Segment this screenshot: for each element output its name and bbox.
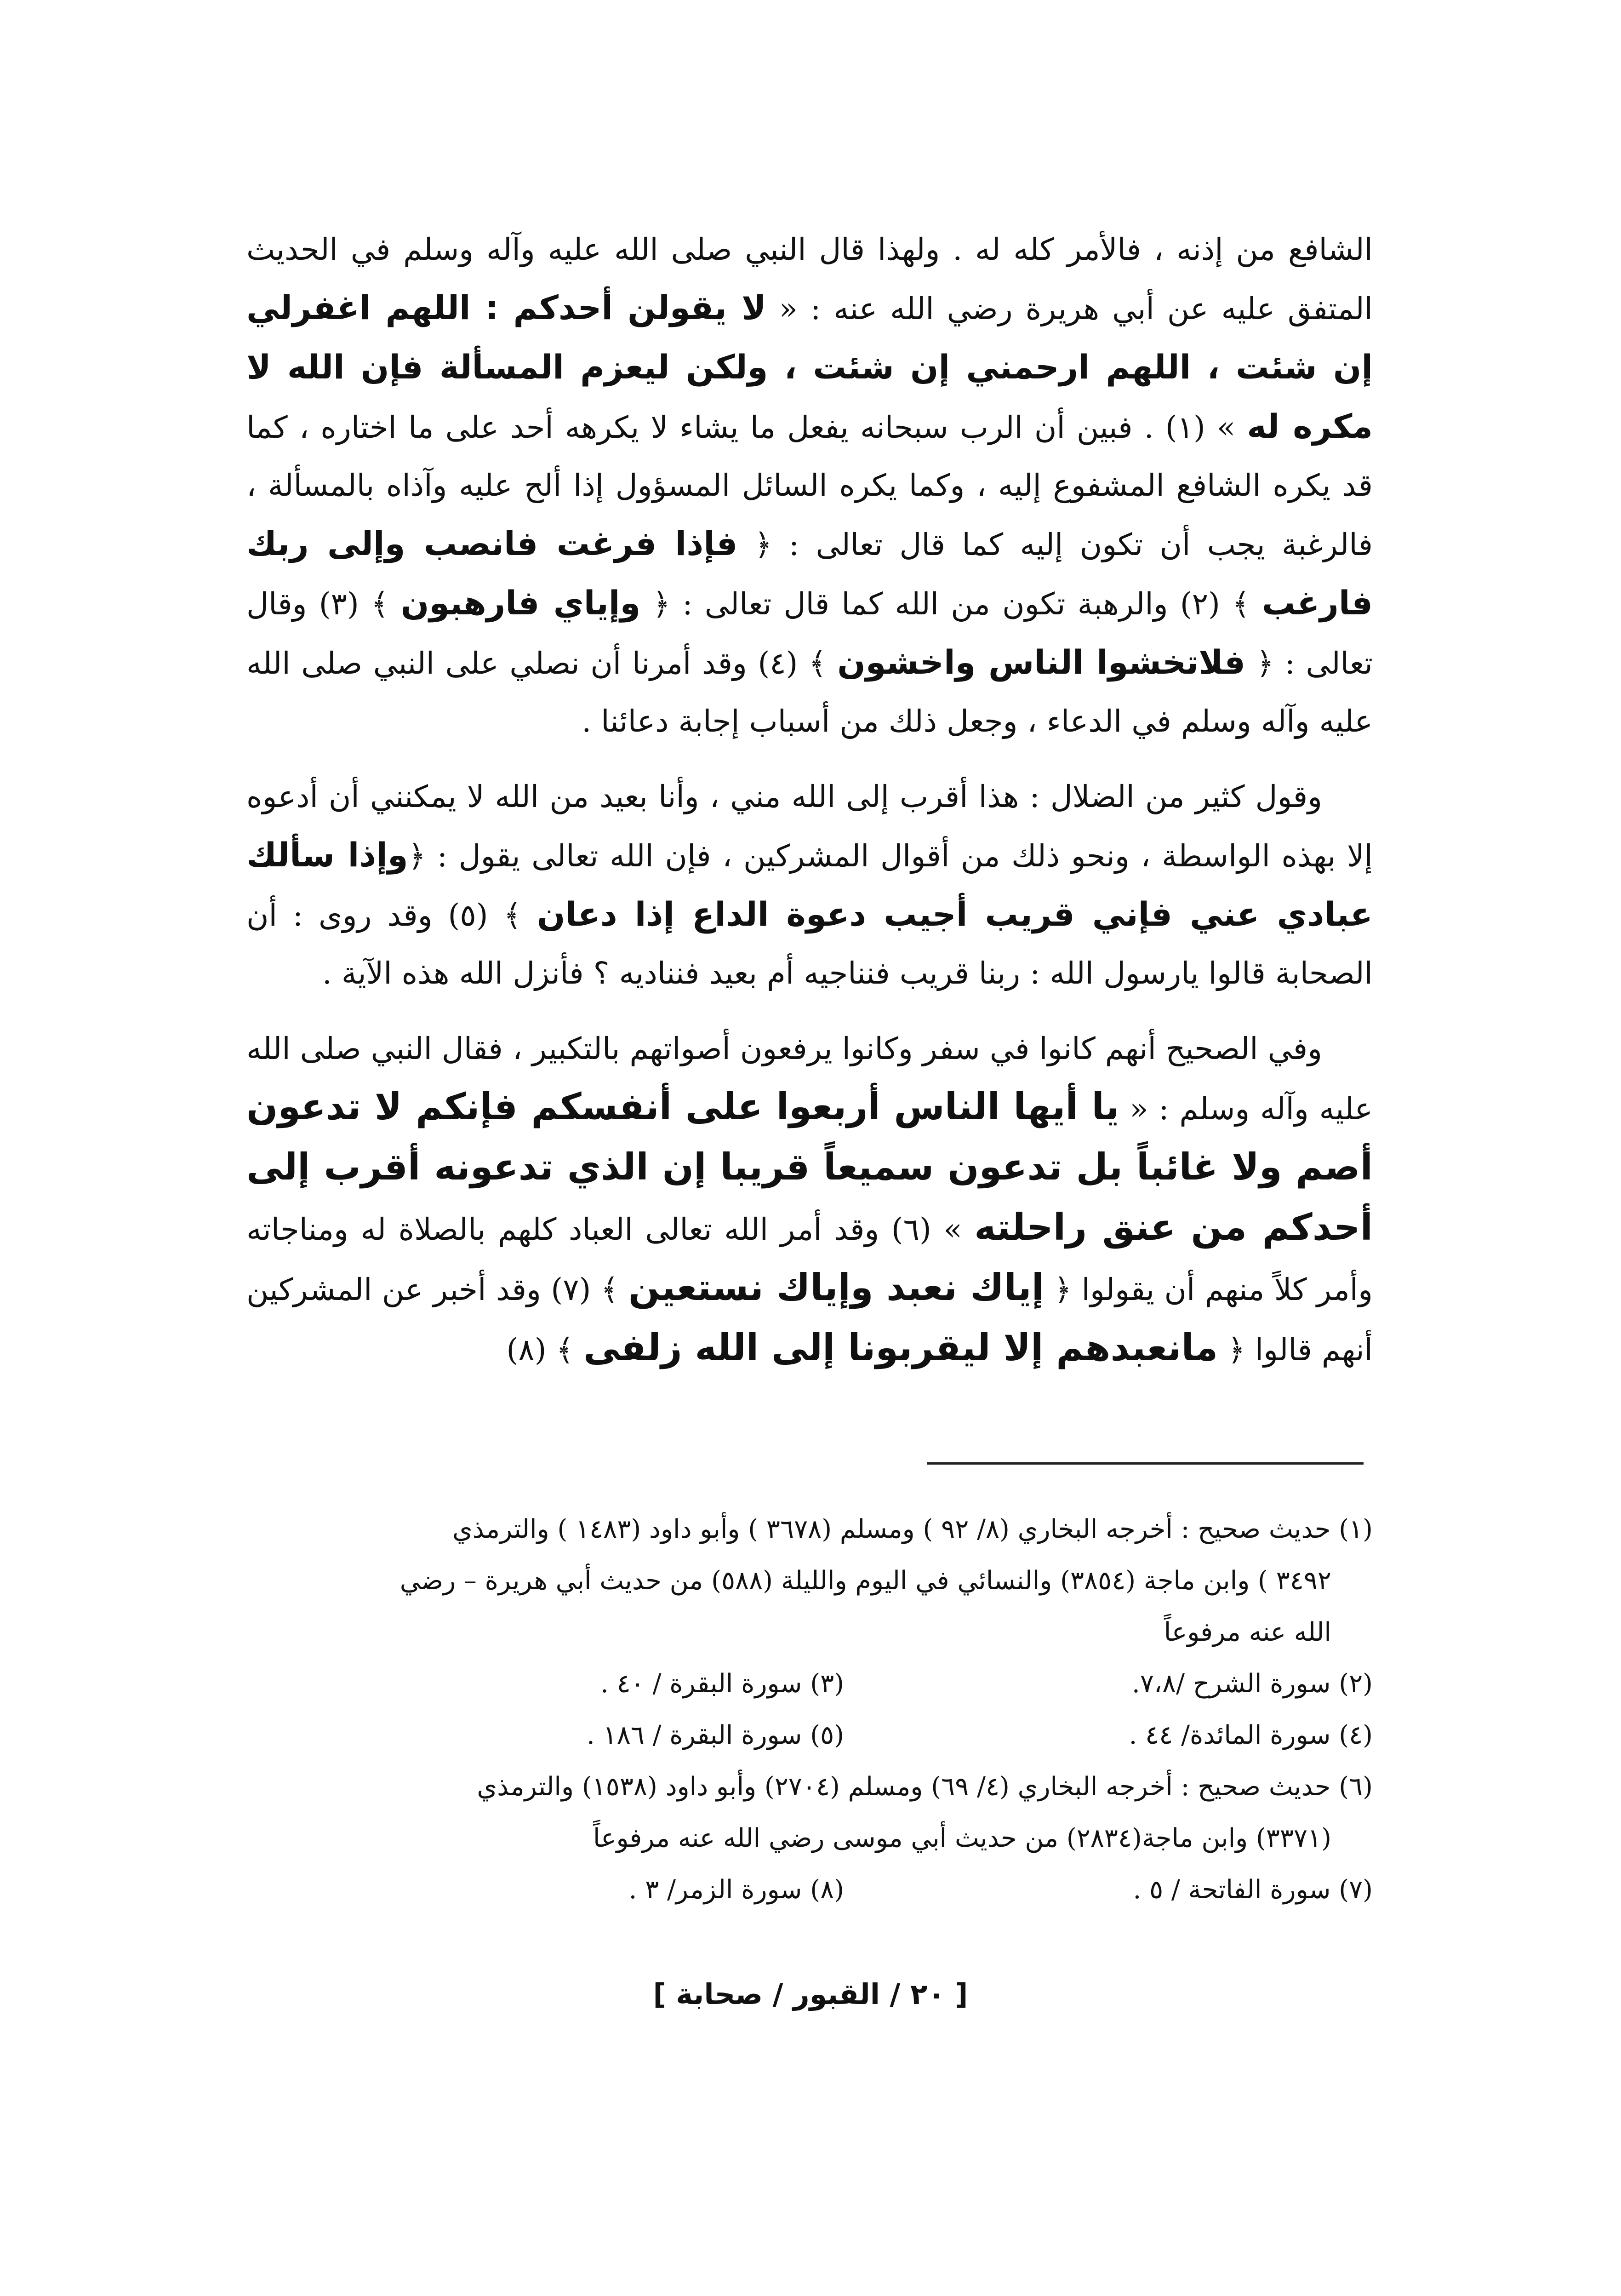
body-text: وقول كثير من الضلال : هذا أقرب إلى الله مني ، وأنا بعيد من الله لا يمكنني أن أدعوه إلا بهذه الواسطة ، ونحو ذلك من أقوال المشركين ، فإن الله تعالى يقول : ﴿ [246,779,1373,874]
paragraph-1 [246,221,1373,750]
footnote-6-line-2: (٣٣٧١) وابن ماجة(٢٨٣٤) من حديث أبي موسى رضي الله عنه مرفوعاً [593,1823,1331,1853]
footnote-2: (٢) سورة الشرح /٧،٨. [1132,1669,1373,1699]
quoted-text: يا أيها الناس أربعوا على أنفسكم فإنكم لا تدعون أصم ولا غائباً بل تدعون سميعاً قريبا إن الذي تدعونه أقرب إلى أحدكم من عنق راحلته [246,1085,1373,1248]
body-text: ﴾ (٣) وقال تعالى : ﴿ [246,586,1373,681]
main-text-body [246,221,1373,1397]
body-text: وفي الصحيح أنهم كانوا في سفر وكانوا يرفعون أصواتهم بالتكبير ، فقال النبي صلى الله عليه وآله وسلم : « [246,1031,1373,1127]
quoted-text: فلاتخشوا الناس واخشون [837,643,1245,681]
body-text: ﴾ (٤) وقد أمرنا أن نصلي على النبي صلى الله عليه وآله وسلم في الدعاء ، وجعل ذلك من أسباب إجابة دعائنا . [246,646,1373,739]
body-text: » (١) . فبين أن الرب سبحانه يفعل ما يشاء لا يكرهه أحد على ما اختاره ، كما قد يكره الشافع المشفوع إليه ، وكما يكره السائل المسؤول إذا ألح عليه وآذاه بالمسألة ، فالرغبة يجب أن تكون إليه كما قال تعالى : ﴿ [246,410,1373,562]
footnote-1-line-1: (١) حديث صحيح : أخرجه البخاري (٨/ ٩٢ ) ومسلم (٣٦٧٨ ) وأبو داود (١٤٨٣ ) والترمذي [452,1514,1373,1544]
body-text: » (٦) وقد أمر الله تعالى العباد كلهم بالصلاة له ومناجاته وأمر كلاً منهم أن يقولوا ﴿ [246,1212,1373,1307]
footnotes [246,1504,1373,1916]
footnote-row-2-3 [246,1658,1373,1710]
paragraph-3 [246,1020,1373,1379]
footnote-8: (٨) سورة الزمر/ ٣ . [628,1875,844,1905]
footnote-1-line-3: الله عنه مرفوعاً [1164,1617,1331,1647]
footnote-row-4-5 [246,1710,1373,1761]
paragraph-2 [246,768,1373,1002]
quoted-text: وإذا سألك عبادي عني فإني قريب أجيب دعوة الداع إذا دعان [246,836,1373,933]
quoted-text: وإياي فارهبون [400,584,641,622]
footnote-row-7-8 [246,1864,1373,1916]
footnote-1-line-2: ٣٤٩٢ ) وابن ماجة (٣٨٥٤) والنسائي في اليوم والليلة (٥٨٨) من حديث أبي هريرة – رضي [400,1566,1331,1596]
page-footer: [ ٢٠ / القبور / صحابة ] [653,1977,968,2011]
footnote-4: (٤) سورة المائدة/ ٤٤ . [1129,1720,1373,1750]
body-text: الشافع من إذنه ، فالأمر كله له . ولهذا قال النبي صلى الله عليه وآله وسلم في الحديث المتفق عليه عن أبي هريرة رضي الله عنه : « [246,232,1373,326]
footnote-3: (٣) سورة البقرة / ٤٠ . [600,1669,844,1699]
body-text: ﴾ (٢) والرهبة تكون من الله كما قال تعالى : ﴿ [640,586,1262,622]
footnote-separator [927,1462,1364,1465]
body-text: ﴾ (٥) وقد روى : أن الصحابة قالوا يارسول الله : ربنا قريب فنناجيه أم بعيد فنناديه ؟ فأنزل الله هذه الآية . [246,898,1373,991]
footnote-7: (٧) سورة الفاتحة / ٥ . [1133,1875,1373,1905]
body-text: ﴾ (٧) وقد أخبر عن المشركين أنهم قالوا ﴿ [246,1272,1373,1368]
quoted-text: فإذا فرغت فانصب وإلى ربك فارغب [246,524,1373,622]
quoted-text: إياك نعبد وإياك نستعين [628,1266,1045,1309]
quoted-text: مانعبدهم إلا ليقربونا إلى الله زلفى [583,1326,1218,1369]
body-text: ﴾ (٨) [506,1332,584,1368]
footnote-6-line-1: (٦) حديث صحيح : أخرجه البخاري (٤/ ٦٩) ومسلم (٢٧٠٤) وأبو داود (١٥٣٨) والترمذي [477,1772,1373,1802]
footnote-5: (٥) سورة البقرة / ١٨٦ . [586,1720,844,1750]
quoted-text: لا يقولن أحدكم : اللهم اغفرلي إن شئت ، اللهم ارحمني إن شئت ، ولكن ليعزم المسألة فإن الله لا مكره له [246,288,1373,446]
